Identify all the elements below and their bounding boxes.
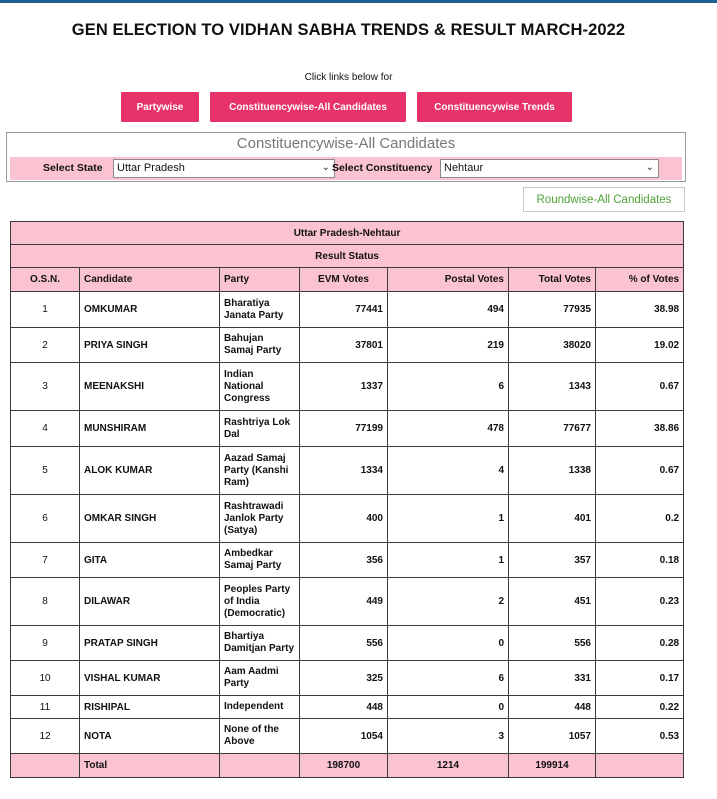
row-candidate: VISHAL KUMAR [80, 661, 220, 696]
row-pct-votes: 0.18 [596, 543, 684, 578]
row-postal-votes: 219 [388, 328, 509, 363]
result-status: Result Status [11, 245, 684, 268]
row-postal-votes: 6 [388, 363, 509, 411]
row-evm-votes: 449 [300, 578, 388, 626]
row-total-votes: 357 [509, 543, 596, 578]
row-candidate: OMKUMAR [80, 292, 220, 328]
table-row [11, 495, 684, 543]
row-postal-votes: 1 [388, 543, 509, 578]
row-pct-votes: 0.17 [596, 661, 684, 696]
results-table [10, 221, 684, 778]
table-row [11, 661, 684, 696]
row-pct-votes: 0.28 [596, 626, 684, 661]
row-party: Peoples Party of India (Democratic) [220, 578, 300, 626]
row-osn: 3 [11, 363, 80, 411]
table-row [11, 292, 684, 328]
row-evm-votes: 37801 [300, 328, 388, 363]
row-evm-votes: 1054 [300, 719, 388, 754]
row-evm-votes: 77199 [300, 411, 388, 447]
row-postal-votes: 0 [388, 696, 509, 719]
row-pct-votes: 38.98 [596, 292, 684, 328]
row-total-votes: 451 [509, 578, 596, 626]
click-hint: Click links below for [304, 72, 393, 83]
table-row [11, 363, 684, 411]
constituencywise-all-candidates-button[interactable]: Constituencywise-All Candidates [210, 92, 406, 122]
header-candidate: Candidate [80, 268, 220, 292]
header-osn: O.S.N. [11, 268, 80, 292]
row-party: Rashtriya Lok Dal [220, 411, 300, 447]
row-candidate: MUNSHIRAM [80, 411, 220, 447]
total-empty-cell [11, 754, 80, 778]
row-party: None of the Above [220, 719, 300, 754]
constituency-label: Select Constituency [332, 162, 433, 174]
row-party: Rashtrawadi Janlok Party (Satya) [220, 495, 300, 543]
row-osn: 4 [11, 411, 80, 447]
state-select-value: Uttar Pradesh [117, 162, 185, 174]
row-pct-votes: 19.02 [596, 328, 684, 363]
total-postal-votes: 1214 [388, 754, 509, 778]
header-pct-votes: % of Votes [596, 268, 684, 292]
row-osn: 6 [11, 495, 80, 543]
header-total-votes: Total Votes [509, 268, 596, 292]
row-party: Indian National Congress [220, 363, 300, 411]
total-total-votes: 199914 [509, 754, 596, 778]
row-total-votes: 77677 [509, 411, 596, 447]
total-label: Total [80, 754, 220, 778]
row-osn: 2 [11, 328, 80, 363]
row-pct-votes: 0.67 [596, 447, 684, 495]
table-title: Uttar Pradesh-Nehtaur [11, 222, 684, 245]
chevron-down-icon: ⌄ [321, 162, 330, 173]
header-postal-votes: Postal Votes [388, 268, 509, 292]
constituency-select[interactable] [440, 159, 659, 178]
row-party: Ambedkar Samaj Party [220, 543, 300, 578]
row-postal-votes: 2 [388, 578, 509, 626]
row-pct-votes: 38.86 [596, 411, 684, 447]
row-total-votes: 1338 [509, 447, 596, 495]
row-candidate: ALOK KUMAR [80, 447, 220, 495]
row-osn: 12 [11, 719, 80, 754]
constituency-select-value: Nehtaur [444, 162, 484, 174]
total-pct-cell [596, 754, 684, 778]
row-total-votes: 331 [509, 661, 596, 696]
row-total-votes: 1343 [509, 363, 596, 411]
table-row [11, 411, 684, 447]
row-pct-votes: 0.23 [596, 578, 684, 626]
row-pct-votes: 0.2 [596, 495, 684, 543]
header-party: Party [220, 268, 300, 292]
row-candidate: DILAWAR [80, 578, 220, 626]
page-title: GEN ELECTION TO VIDHAN SABHA TRENDS & RESULT MARCH-2022 [71, 21, 626, 39]
row-postal-votes: 0 [388, 626, 509, 661]
row-party: Bhartiya Damitjan Party [220, 626, 300, 661]
row-pct-votes: 0.67 [596, 363, 684, 411]
table-row [11, 719, 684, 754]
row-candidate: PRATAP SINGH [80, 626, 220, 661]
table-row [11, 626, 684, 661]
state-label: Select State [43, 162, 103, 174]
row-postal-votes: 1 [388, 495, 509, 543]
row-evm-votes: 448 [300, 696, 388, 719]
table-row [11, 578, 684, 626]
row-party: Independent [220, 696, 300, 719]
row-evm-votes: 400 [300, 495, 388, 543]
row-party: Bharatiya Janata Party [220, 292, 300, 328]
row-evm-votes: 356 [300, 543, 388, 578]
row-osn: 10 [11, 661, 80, 696]
state-select[interactable] [113, 159, 335, 178]
row-candidate: MEENAKSHI [80, 363, 220, 411]
row-evm-votes: 325 [300, 661, 388, 696]
row-total-votes: 1057 [509, 719, 596, 754]
row-total-votes: 77935 [509, 292, 596, 328]
row-postal-votes: 494 [388, 292, 509, 328]
row-postal-votes: 6 [388, 661, 509, 696]
row-candidate: GITA [80, 543, 220, 578]
row-osn: 1 [11, 292, 80, 328]
row-postal-votes: 478 [388, 411, 509, 447]
header-evm-votes: EVM Votes [300, 268, 388, 292]
table-row [11, 543, 684, 578]
row-party: Bahujan Samaj Party [220, 328, 300, 363]
row-postal-votes: 4 [388, 447, 509, 495]
row-candidate: PRIYA SINGH [80, 328, 220, 363]
table-row [11, 328, 684, 363]
row-pct-votes: 0.22 [596, 696, 684, 719]
chevron-down-icon: ⌄ [645, 162, 654, 173]
row-candidate: OMKAR SINGH [80, 495, 220, 543]
row-evm-votes: 77441 [300, 292, 388, 328]
row-total-votes: 38020 [509, 328, 596, 363]
row-evm-votes: 556 [300, 626, 388, 661]
selection-panel [6, 132, 686, 182]
row-postal-votes: 3 [388, 719, 509, 754]
constituencywise-trends-button[interactable]: Constituencywise Trends [417, 92, 572, 122]
row-party: Aazad Samaj Party (Kanshi Ram) [220, 447, 300, 495]
row-evm-votes: 1334 [300, 447, 388, 495]
row-candidate: RISHIPAL [80, 696, 220, 719]
select-row [10, 157, 682, 180]
panel-heading: Constituencywise-All Candidates [236, 135, 456, 152]
total-evm-votes: 198700 [300, 754, 388, 778]
row-evm-votes: 1337 [300, 363, 388, 411]
row-total-votes: 448 [509, 696, 596, 719]
row-total-votes: 556 [509, 626, 596, 661]
row-pct-votes: 0.53 [596, 719, 684, 754]
row-osn: 5 [11, 447, 80, 495]
roundwise-all-candidates-button[interactable]: Roundwise-All Candidates [523, 187, 685, 212]
total-party-cell [220, 754, 300, 778]
row-party: Aam Aadmi Party [220, 661, 300, 696]
row-osn: 8 [11, 578, 80, 626]
table-row [11, 696, 684, 719]
top-border [0, 0, 717, 3]
row-osn: 9 [11, 626, 80, 661]
row-candidate: NOTA [80, 719, 220, 754]
row-osn: 7 [11, 543, 80, 578]
row-osn: 11 [11, 696, 80, 719]
partywise-button[interactable]: Partywise [121, 92, 199, 122]
table-row [11, 447, 684, 495]
row-total-votes: 401 [509, 495, 596, 543]
